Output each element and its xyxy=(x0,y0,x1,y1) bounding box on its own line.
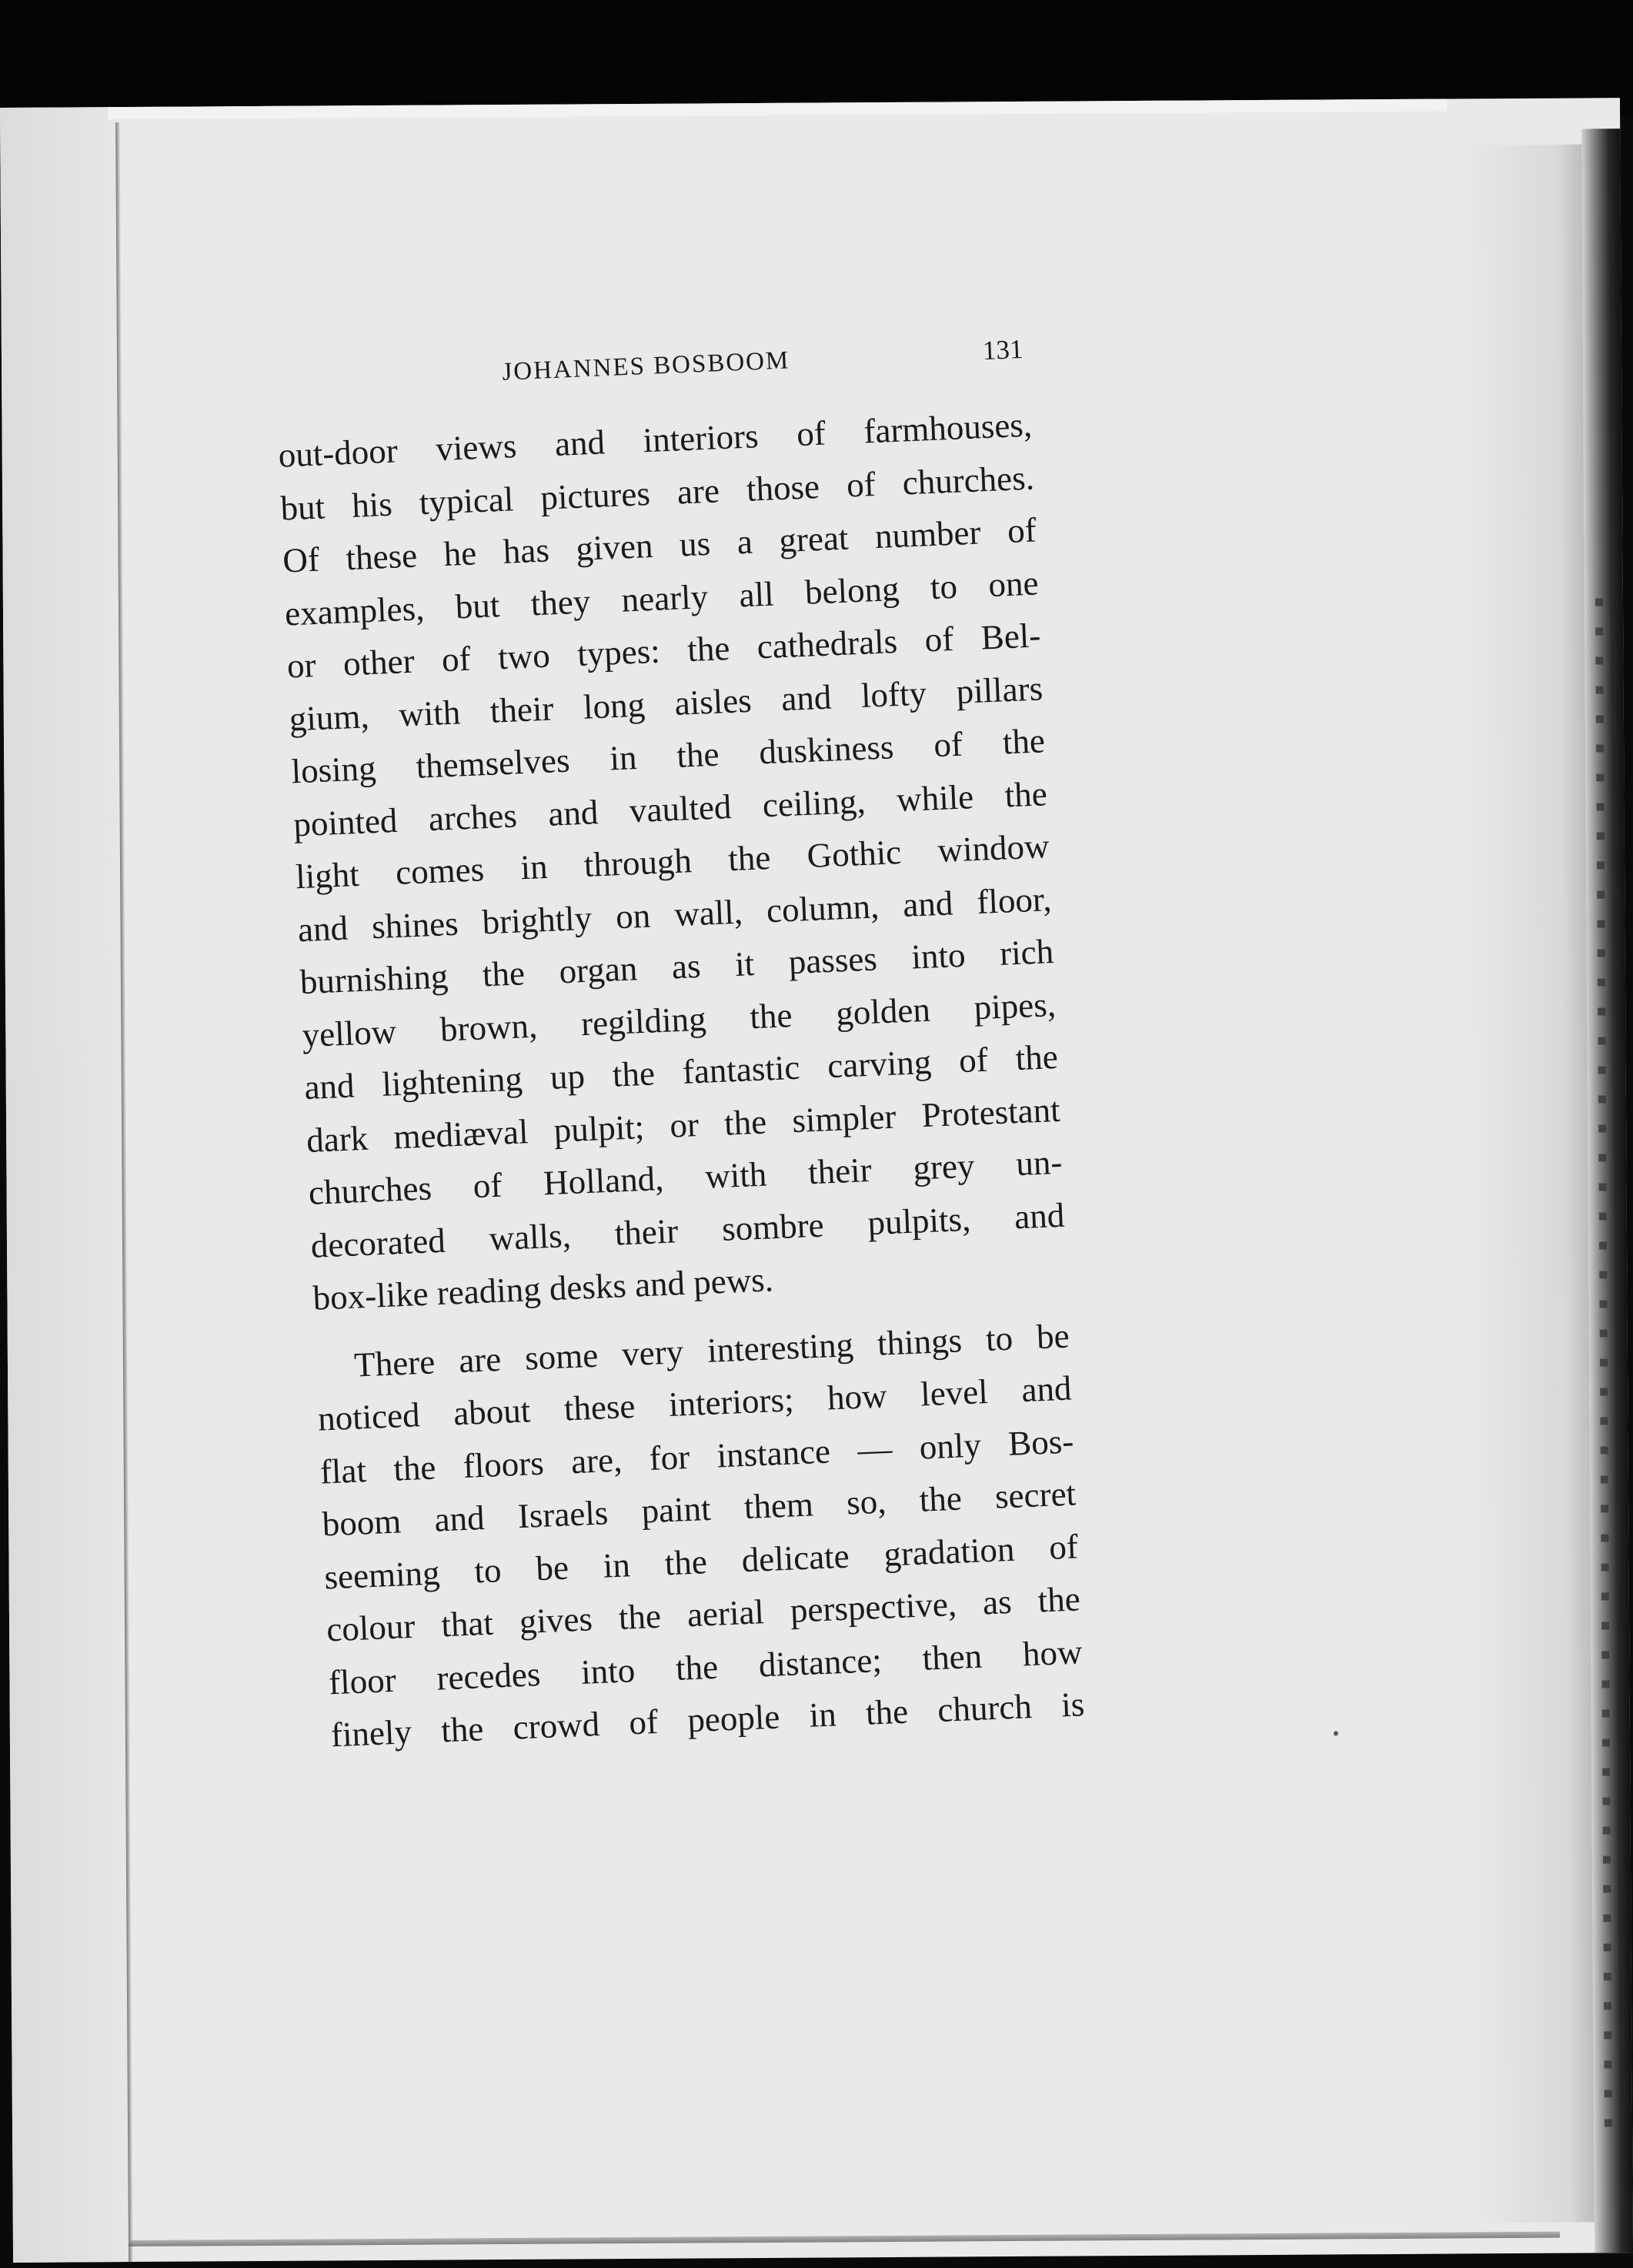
text-line: light comes in through the Gothic window xyxy=(295,827,1050,897)
text-line: pointed arches and vaulted ceiling, while the xyxy=(292,773,1048,843)
text-line: seeming to be in the delicate gradation of xyxy=(323,1526,1079,1596)
text-line: burnishing the organ as it passes into rich xyxy=(299,931,1055,1002)
text-block xyxy=(275,333,1116,1762)
text-line: out-door views and interiors of farmhouses, xyxy=(277,405,1033,475)
text-line: losing themselves in the duskiness of the xyxy=(290,721,1046,791)
text-line: flat the floors are, for instance — only Bos- xyxy=(319,1421,1075,1491)
paragraph-2 xyxy=(315,1308,1117,1761)
text-line: colour that gives the aerial perspective, as the xyxy=(326,1579,1081,1649)
text-line: noticed about these interiors; how level and xyxy=(317,1368,1073,1438)
page-bottom-edge xyxy=(129,2232,1560,2246)
text-line: gium, with their long aisles and lofty pillars xyxy=(288,668,1044,738)
page-fore-edge-shade xyxy=(1458,144,1594,2223)
text-line: churches of Holland, with their grey un- xyxy=(308,1142,1064,1212)
running-title: JOHANNES BOSBOOM xyxy=(501,346,790,386)
paragraph-1 xyxy=(277,397,1098,1324)
text-line: yellow brown, regilding the golden pipes, xyxy=(301,984,1057,1054)
text-line: examples, but they nearly all belong to one xyxy=(284,563,1040,633)
scanner-background xyxy=(0,0,1633,115)
text-line: dark mediæval pulpit; or the simpler Protestant xyxy=(306,1090,1061,1160)
text-line: finely the crowd of people in the church is xyxy=(329,1685,1086,1755)
gutter-shadow xyxy=(0,107,129,2263)
text-line: There are some very interesting things to be xyxy=(353,1316,1070,1385)
text-line: and shines brightly on wall, column, and floor, xyxy=(296,879,1053,949)
text-line: Of these he has given us a great number of xyxy=(282,510,1037,580)
page-number: 131 xyxy=(982,333,1024,366)
text-line: box-like reading desks and pews. xyxy=(312,1260,774,1318)
text-line: decorated walls, their sombre pulpits, and xyxy=(309,1195,1066,1265)
text-line: but his typical pictures are those of churches. xyxy=(279,458,1035,528)
scanned-page xyxy=(0,98,1633,2263)
text-line: floor recedes into the distance; then how xyxy=(328,1632,1084,1702)
text-line: or other of two types: the cathedrals of Bel- xyxy=(286,616,1042,686)
text-line: and lightening up the fantastic carving of the xyxy=(303,1037,1059,1107)
scan-speck xyxy=(1334,1731,1338,1735)
text-line: boom and Israels paint them so, the secret xyxy=(321,1474,1077,1544)
